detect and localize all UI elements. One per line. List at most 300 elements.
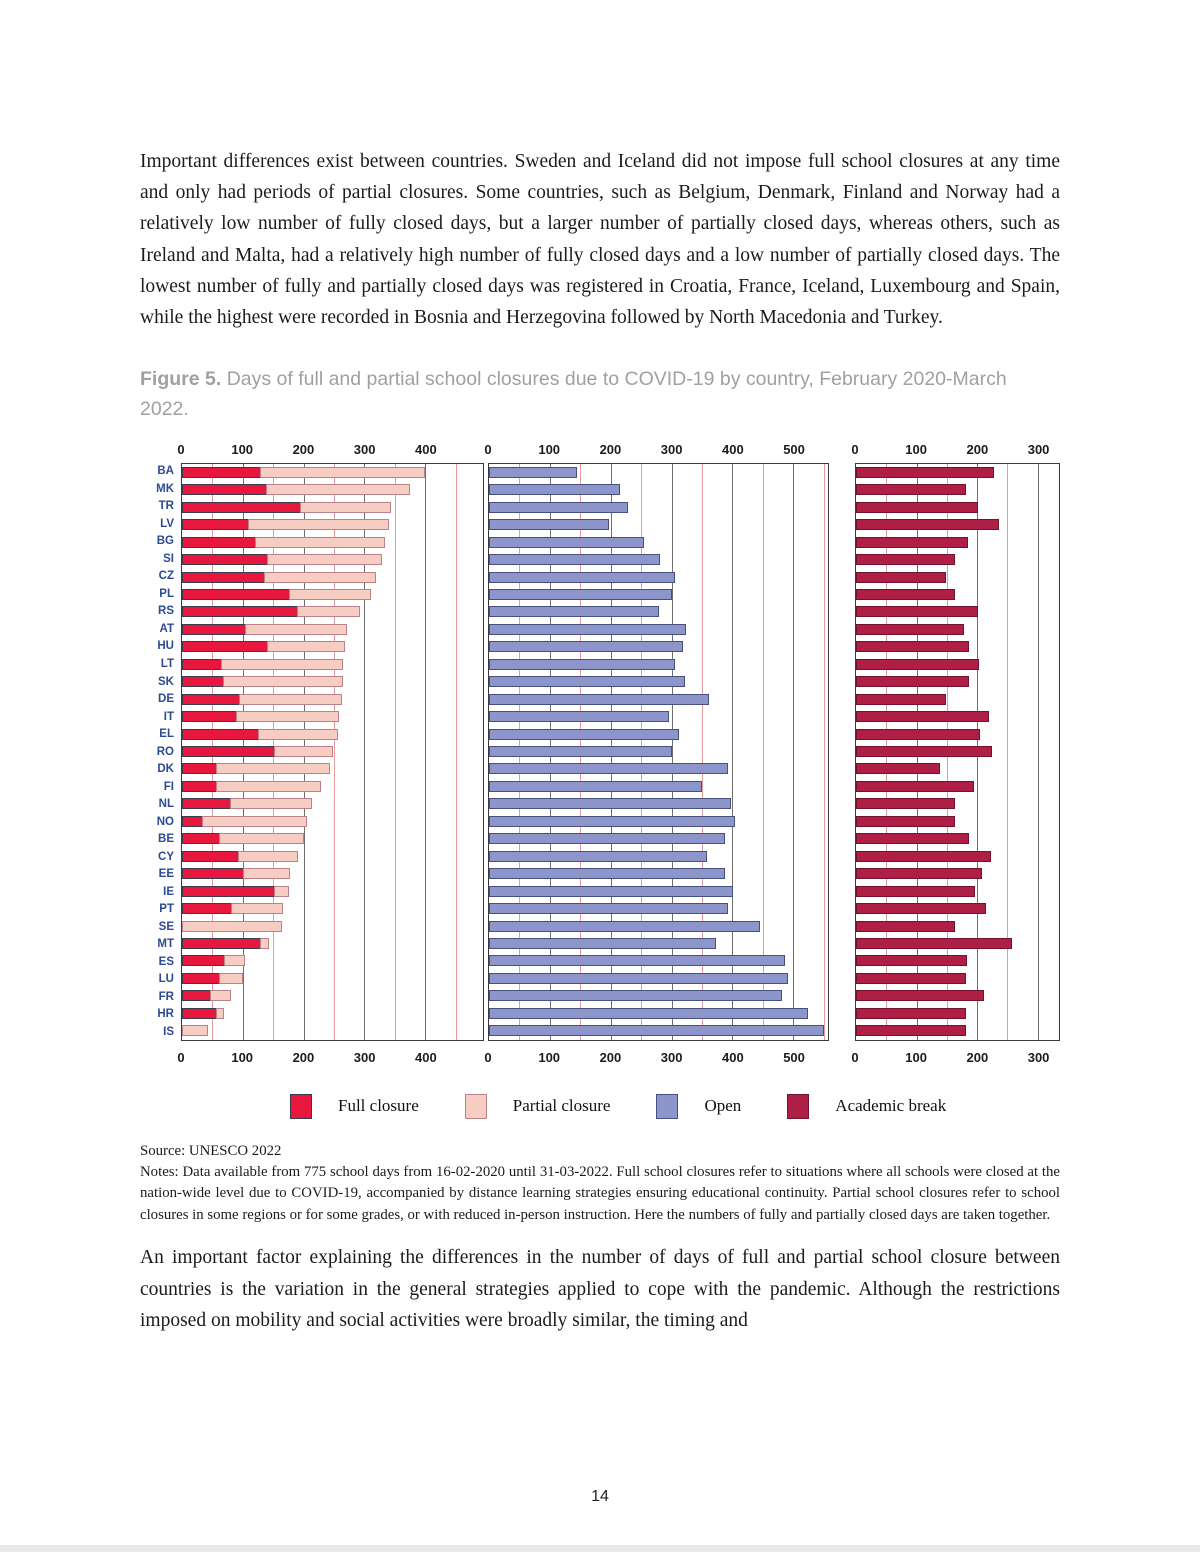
chart-row [489, 638, 828, 655]
legend-label: Open [704, 1096, 742, 1116]
bar-bg [489, 537, 828, 548]
country-label: TR [158, 500, 174, 513]
country-label: PL [159, 587, 174, 600]
chart-row [489, 760, 828, 777]
chart-row [182, 586, 483, 603]
notes-text: Notes: Data available from 775 school days from 16-02-2020 until 31-03-2022. Full school closures refer to situations where all schools were closed at the nation-wide level due to COVID-19, accompanied by distance learning strategies ensuring educational continuity. Partial school closures refer to school closures in some regions or for some grades, or with reduced in-person instruction. Here the numbers of fully and partially closed days are taken together. [140, 1164, 1060, 1223]
chart-row [856, 551, 1059, 568]
bar-rows [489, 464, 828, 1040]
bar-segment-partial_closure [260, 938, 269, 949]
bar-se [489, 921, 828, 932]
bar-el [856, 729, 1059, 740]
bar-segment-open [489, 641, 683, 652]
bar-segment-full_closure [182, 851, 239, 862]
chart-row [182, 568, 483, 585]
bar-segment-partial_closure [216, 781, 321, 792]
bar-lu [856, 973, 1059, 984]
bar-segment-academic_break [856, 694, 946, 705]
country-label: DK [157, 763, 174, 776]
chart-panels [177, 437, 1060, 1068]
chart-row [489, 952, 828, 969]
chart-row [489, 568, 828, 585]
legend-swatch-full_closure [290, 1094, 312, 1119]
axis-ticks-bottom [484, 1041, 829, 1068]
bar-at [856, 624, 1059, 635]
chart-row [182, 900, 483, 917]
bar-si [182, 554, 483, 565]
bar-lt [489, 659, 828, 670]
bar-segment-academic_break [856, 781, 974, 792]
bar-segment-open [489, 554, 660, 565]
bar-segment-partial_closure [245, 624, 347, 635]
bar-segment-open [489, 746, 672, 757]
chart-row [856, 970, 1059, 987]
axis-tick-label: 300 [660, 1049, 683, 1065]
bar-be [182, 833, 483, 844]
bar-segment-partial_closure [274, 886, 289, 897]
bar-segment-academic_break [856, 484, 966, 495]
country-label: BA [157, 465, 174, 478]
bar-segment-open [489, 659, 675, 670]
bar-es [856, 955, 1059, 966]
bar-ie [489, 886, 828, 897]
country-label: IE [163, 885, 174, 898]
bar-segment-open [489, 519, 609, 530]
page-bottom-strip [0, 1545, 1200, 1552]
axis-tick-label: 0 [484, 441, 492, 457]
bar-segment-academic_break [856, 938, 1012, 949]
bar-ro [856, 746, 1059, 757]
bar-segment-open [489, 502, 628, 513]
legend-swatch-academic_break [787, 1094, 809, 1119]
bar-fi [182, 781, 483, 792]
axis-tick-label: 200 [599, 441, 622, 457]
axis-tick-label: 400 [721, 441, 744, 457]
bar-segment-partial_closure [231, 903, 283, 914]
axis-tick-label: 300 [353, 441, 376, 457]
bar-segment-full_closure [182, 903, 232, 914]
chart-row [182, 603, 483, 620]
bar-cy [182, 851, 483, 862]
chart-row [182, 935, 483, 952]
bar-at [182, 624, 483, 635]
bar-dk [489, 763, 828, 774]
axis-tick-label: 0 [851, 441, 859, 457]
bar-tr [182, 502, 483, 513]
bar-mk [182, 484, 483, 495]
bar-segment-partial_closure [182, 1025, 208, 1036]
bar-pt [489, 903, 828, 914]
bar-segment-academic_break [856, 467, 994, 478]
chart-row [489, 1022, 828, 1039]
bar-segment-full_closure [182, 711, 237, 722]
bar-lv [489, 519, 828, 530]
axis-tick-label: 200 [966, 441, 989, 457]
bar-segment-full_closure [182, 554, 268, 565]
axis-tick-label: 100 [231, 441, 254, 457]
axis-tick-label: 200 [292, 441, 315, 457]
legend-item-academic_break [787, 1094, 946, 1119]
country-label: EL [159, 728, 174, 741]
bar-hu [856, 641, 1059, 652]
bar-el [182, 729, 483, 740]
chart-row [182, 970, 483, 987]
bar-rs [856, 606, 1059, 617]
axis-tick-label: 0 [177, 1049, 185, 1065]
country-label: LU [158, 973, 174, 986]
bar-segment-academic_break [856, 851, 991, 862]
source-line: Source: UNESCO 2022 [140, 1142, 282, 1159]
bar-segment-full_closure [182, 606, 298, 617]
figure-caption [140, 364, 1060, 424]
bar-hr [489, 1008, 828, 1019]
chart-row [489, 900, 828, 917]
bar-segment-open [489, 537, 644, 548]
chart-row [182, 760, 483, 777]
chart-row [856, 725, 1059, 742]
legend-item-partial_closure [465, 1094, 611, 1119]
bar-cy [856, 851, 1059, 862]
bar-segment-partial_closure [236, 711, 339, 722]
bar-segment-academic_break [856, 973, 966, 984]
chart-row [489, 935, 828, 952]
chart-row [856, 795, 1059, 812]
chart-row [489, 621, 828, 638]
bar-segment-partial_closure [239, 694, 341, 705]
bar-segment-full_closure [182, 589, 290, 600]
bar-segment-full_closure [182, 659, 222, 670]
bar-segment-partial_closure [182, 921, 282, 932]
plot-area-open [488, 463, 829, 1041]
bar-pl [182, 589, 483, 600]
country-label: PT [159, 903, 174, 916]
bar-ba [856, 467, 1059, 478]
bar-lu [182, 973, 483, 984]
bar-segment-full_closure [182, 833, 220, 844]
chart-row [856, 900, 1059, 917]
chart-row [856, 987, 1059, 1004]
bar-nl [182, 798, 483, 809]
chart-row [856, 1022, 1059, 1039]
bar-segment-open [489, 798, 731, 809]
country-label: ES [158, 955, 174, 968]
bar-segment-open [489, 763, 728, 774]
legend-label: Academic break [835, 1096, 947, 1116]
bar-segment-academic_break [856, 589, 955, 600]
bar-be [856, 833, 1059, 844]
chart-row [489, 778, 828, 795]
axis-tick-label: 0 [177, 441, 185, 457]
bar-segment-partial_closure [267, 554, 383, 565]
chart-row [856, 865, 1059, 882]
bar-segment-academic_break [856, 746, 992, 757]
chart-row [182, 725, 483, 742]
bar-hr [856, 1008, 1059, 1019]
chart-row [856, 917, 1059, 934]
bar-segment-partial_closure [230, 798, 312, 809]
bar-fi [489, 781, 828, 792]
bar-si [856, 554, 1059, 565]
bar-segment-partial_closure [223, 676, 343, 687]
axis-tick-label: 0 [851, 1049, 859, 1065]
chart-row [489, 690, 828, 707]
chart-row [182, 533, 483, 550]
chart-row [489, 481, 828, 498]
bar-segment-academic_break [856, 572, 946, 583]
bar-rs [489, 606, 828, 617]
chart-panel-open [484, 437, 829, 1068]
chart-row [489, 708, 828, 725]
bar-no [489, 816, 828, 827]
chart-row [182, 638, 483, 655]
bar-segment-open [489, 921, 760, 932]
bar-segment-full_closure [182, 502, 301, 513]
bar-segment-partial_closure [248, 519, 389, 530]
chart-row [489, 987, 828, 1004]
bar-pl [489, 589, 828, 600]
chart-row [856, 673, 1059, 690]
bar-mt [856, 938, 1059, 949]
bar-segment-open [489, 990, 782, 1001]
bar-fr [182, 990, 483, 1001]
chart-row [489, 551, 828, 568]
axis-ticks-bottom [851, 1041, 1060, 1068]
bar-segment-academic_break [856, 641, 969, 652]
chart-row [182, 743, 483, 760]
chart-row [489, 586, 828, 603]
axis-tick-label: 100 [905, 1049, 928, 1065]
page-number: 14 [591, 1488, 609, 1505]
chart-row [856, 848, 1059, 865]
bar-segment-open [489, 467, 577, 478]
bar-segment-open [489, 572, 675, 583]
bar-segment-open [489, 711, 669, 722]
chart-row [182, 673, 483, 690]
country-label: LV [160, 517, 174, 530]
bar-hu [182, 641, 483, 652]
chart-row [856, 708, 1059, 725]
bar-cz [182, 572, 483, 583]
bar-segment-full_closure [182, 484, 267, 495]
chart-row [182, 987, 483, 1004]
bar-segment-full_closure [182, 955, 225, 966]
bar-segment-full_closure [182, 572, 265, 583]
chart-row [182, 795, 483, 812]
bar-si [489, 554, 828, 565]
country-label: NO [156, 815, 174, 828]
chart-row [182, 690, 483, 707]
bar-segment-partial_closure [267, 641, 345, 652]
bar-hu [489, 641, 828, 652]
bar-cz [856, 572, 1059, 583]
bar-segment-academic_break [856, 798, 955, 809]
bar-segment-academic_break [856, 833, 969, 844]
bar-segment-full_closure [182, 641, 268, 652]
bar-segment-academic_break [856, 816, 955, 827]
bar-segment-academic_break [856, 502, 978, 513]
chart-row [856, 568, 1059, 585]
bar-segment-open [489, 1008, 808, 1019]
figure-caption-text: Days of full and partial school closures due to COVID-19 by country, February 2020-March 2022. [140, 368, 1007, 421]
chart-row [182, 882, 483, 899]
country-label: SI [163, 552, 174, 565]
axis-tick-label: 100 [905, 441, 928, 457]
bar-ee [489, 868, 828, 879]
chart-row [489, 848, 828, 865]
chart-row [856, 760, 1059, 777]
bar-segment-academic_break [856, 903, 986, 914]
chart-panel-academic [851, 437, 1060, 1068]
bar-sk [856, 676, 1059, 687]
axis-tick-label: 500 [783, 441, 805, 457]
country-label: FI [163, 780, 174, 793]
bar-mt [182, 938, 483, 949]
legend-swatch-open [656, 1094, 678, 1119]
country-label: HR [157, 1008, 174, 1021]
chart-row [182, 481, 483, 498]
chart-panel-closures [177, 437, 484, 1068]
bar-ie [182, 886, 483, 897]
chart-row [856, 656, 1059, 673]
bar-tr [856, 502, 1059, 513]
chart-row [489, 656, 828, 673]
bar-segment-partial_closure [289, 589, 370, 600]
legend-item-open [656, 1094, 741, 1119]
figure5-chart [140, 437, 1060, 1068]
country-label: MT [157, 938, 174, 951]
bar-el [489, 729, 828, 740]
bar-fr [856, 990, 1059, 1001]
axis-ticks-top [851, 437, 1060, 463]
chart-row [489, 882, 828, 899]
bar-segment-open [489, 624, 686, 635]
bar-ro [489, 746, 828, 757]
bar-segment-academic_break [856, 1008, 966, 1019]
chart-row [856, 882, 1059, 899]
chart-row [182, 830, 483, 847]
bar-segment-full_closure [182, 990, 211, 1001]
legend-label: Full closure [338, 1096, 419, 1116]
country-label: NL [158, 798, 174, 811]
bar-segment-academic_break [856, 606, 978, 617]
plot-area-academic [855, 463, 1060, 1041]
country-label: DE [158, 693, 174, 706]
chart-row [856, 778, 1059, 795]
axis-tick-label: 500 [783, 1049, 805, 1065]
bar-segment-open [489, 851, 707, 862]
chart-row [856, 516, 1059, 533]
paragraph-bottom: An important factor explaining the differences in the number of days of full and partial school closure between countries is the variation in the general strategies applied to cope with the pandemic. Although the restrictions imposed on mobility and social activities were broadly similar, the timing and [140, 1247, 1060, 1331]
country-label: RO [156, 745, 174, 758]
bar-segment-full_closure [182, 729, 259, 740]
axis-tick-label: 300 [1027, 1049, 1050, 1065]
chart-row [489, 917, 828, 934]
chart-row [856, 743, 1059, 760]
bar-lt [182, 659, 483, 670]
axis-tick-label: 200 [966, 1049, 989, 1065]
bar-pt [856, 903, 1059, 914]
bar-segment-full_closure [182, 746, 275, 757]
bar-bg [856, 537, 1059, 548]
bar-ee [182, 868, 483, 879]
chart-row [182, 1005, 483, 1022]
bar-ee [856, 868, 1059, 879]
chart-row [489, 865, 828, 882]
country-label: MK [156, 482, 174, 495]
bar-segment-academic_break [856, 955, 968, 966]
bar-segment-academic_break [856, 729, 980, 740]
bar-segment-partial_closure [264, 572, 375, 583]
bar-segment-academic_break [856, 711, 989, 722]
bar-segment-full_closure [182, 973, 220, 984]
bar-is [182, 1025, 483, 1036]
bar-segment-open [489, 589, 672, 600]
bar-segment-full_closure [182, 694, 240, 705]
axis-ticks-top [484, 437, 829, 463]
axis-tick-label: 0 [484, 1049, 492, 1065]
bar-segment-partial_closure [202, 816, 307, 827]
bar-segment-full_closure [182, 1008, 217, 1019]
bar-segment-partial_closure [266, 484, 410, 495]
bar-ro [182, 746, 483, 757]
plot-area-closures [181, 463, 484, 1041]
bar-es [489, 955, 828, 966]
chart-row [182, 551, 483, 568]
bar-ba [182, 467, 483, 478]
country-label: RS [158, 605, 174, 618]
bar-segment-open [489, 729, 679, 740]
axis-tick-label: 100 [538, 1049, 561, 1065]
chart-row [182, 464, 483, 481]
bar-tr [489, 502, 828, 513]
paragraph-top: Important differences exist between countries. Sweden and Iceland did not impose full school closures at any time and only had periods of partial closures. Some countries, such as Belgium, Denmark, Finland and Norway had a relatively low number of fully closed days, but a larger number of partially closed days, whereas others, such as Ireland and Malta, had a relatively high number of fully closed days and a low number of partially closed days. The lowest number of fully and partially closed days was registered in Croatia, France, Iceland, Luxembourg and Spain, while the highest were recorded in Bosnia and Herzegovina followed by North Macedonia and Turkey. [140, 151, 1060, 328]
bar-segment-academic_break [856, 990, 985, 1001]
bar-lt [856, 659, 1059, 670]
bar-segment-open [489, 955, 785, 966]
bar-segment-academic_break [856, 519, 999, 530]
bar-segment-partial_closure [260, 467, 425, 478]
country-label: SE [158, 920, 174, 933]
chart-row [489, 533, 828, 550]
bar-segment-open [489, 694, 709, 705]
bar-nl [489, 798, 828, 809]
bar-segment-open [489, 781, 702, 792]
country-label: HU [157, 640, 174, 653]
chart-row [856, 935, 1059, 952]
bar-segment-partial_closure [258, 729, 338, 740]
axis-tick-label: 400 [414, 441, 437, 457]
chart-row [489, 970, 828, 987]
chart-row [182, 865, 483, 882]
chart-legend [290, 1094, 1060, 1119]
chart-row [489, 464, 828, 481]
chart-row [856, 638, 1059, 655]
bar-segment-full_closure [182, 816, 203, 827]
bar-sk [489, 676, 828, 687]
axis-tick-label: 200 [599, 1049, 622, 1065]
axis-tick-label: 300 [353, 1049, 376, 1065]
axis-tick-label: 300 [660, 441, 683, 457]
bar-rows [856, 464, 1059, 1040]
bar-segment-open [489, 903, 728, 914]
bar-pt [182, 903, 483, 914]
bar-be [489, 833, 828, 844]
axis-ticks-bottom [177, 1041, 484, 1068]
chart-row [856, 533, 1059, 550]
country-label: FR [158, 990, 174, 1003]
bar-it [489, 711, 828, 722]
bar-segment-partial_closure [243, 868, 290, 879]
